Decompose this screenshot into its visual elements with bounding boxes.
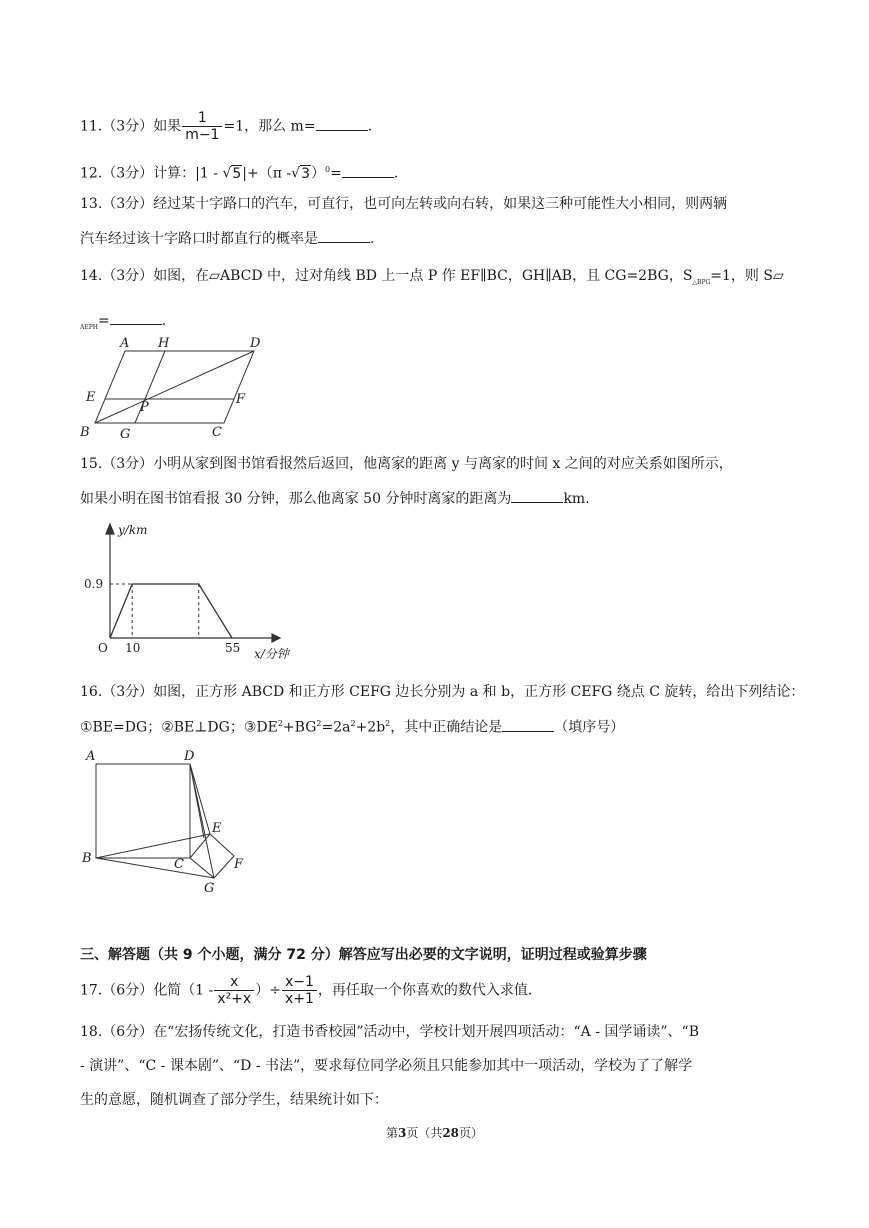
label-F: F <box>234 857 244 872</box>
fraction: $\frac{1}{m-1}$ <box>182 110 222 143</box>
answer-blank[interactable] <box>110 310 162 325</box>
y-axis-label: y/km <box>118 523 148 537</box>
label-D: D <box>250 336 261 351</box>
tick-y-0.9: 0.9 <box>84 577 104 591</box>
question-15-line2: 如果小明在图书馆看报 30 分钟，那么他离家 50 分钟时离家的距离为 km. <box>80 488 590 509</box>
question-13-line1: 13.（3分）经过某十字路口的汽车，可直行，也可向左转或向右转，如果这三种可能性大小相同，则两辆 <box>80 196 728 212</box>
question-15-line1: 15.（3分）小明从家到图书馆看报然后返回，他离家的距离 y 与离家的时间 x 之间的对应关系如图所示， <box>80 456 733 472</box>
tick-origin: O <box>98 641 108 655</box>
fraction: $\frac{x-1}{x+1}$ <box>282 974 317 1007</box>
question-16-line2: ①BE=DG；②BE⊥DG；$③DE^2+BG^2=2a^2+2b^2$，其中正确结论是 （填序号） <box>80 714 624 738</box>
distance-time-chart <box>76 520 306 665</box>
x-axis-label: x/分钟 <box>254 647 289 661</box>
label-C: C <box>174 857 184 872</box>
x-axis-arrow <box>272 634 280 642</box>
label-G: G <box>204 881 215 896</box>
parallelogram-figure <box>78 334 278 444</box>
label-G: G <box>120 427 131 442</box>
question-14-line1: 14.（3分）如图，在▱ABCD 中，过对角线 BD 上一点 P 作 EF∥BC，GH∥AB，且 CG=2BG，$S_{\triangle BPG}=1$，则 S▱ <box>80 268 784 286</box>
label-A: A <box>120 336 130 351</box>
question-14-line2: $_{AEPH}$= . <box>80 310 166 338</box>
label-D: D <box>184 749 195 764</box>
label-F: F <box>236 392 246 407</box>
answer-blank[interactable] <box>318 228 370 243</box>
label-B: B <box>82 851 92 866</box>
sqrt-5: √5 <box>222 165 242 182</box>
label-E: E <box>86 390 96 405</box>
answer-blank[interactable] <box>502 717 554 732</box>
question-18-line3: 生的意愿，随机调查了部分学生，结果统计如下： <box>80 1092 388 1108</box>
label-A: A <box>86 749 96 764</box>
answer-blank[interactable] <box>316 116 368 131</box>
y-axis-arrow <box>106 524 114 534</box>
squares-figure <box>78 748 258 898</box>
page-footer: 第3页（共28页） <box>385 1126 484 1140</box>
label-B: B <box>80 425 90 440</box>
answer-blank[interactable] <box>342 163 394 178</box>
sqrt-3: √3 <box>291 165 310 182</box>
question-17: 17.（6分）化简（1 - $\frac{x}{\text{x²+x}}$ ）÷ $\frac{x-1}{x+1}$ ，再任取一个你喜欢的数代入求值. <box>80 974 533 1007</box>
question-16-line1: 16.（3分）如图，正方形 ABCD 和正方形 CEFG 边长分别为 a 和 b，正方形 CEFG 绕点 C 旋转，给出下列结论： <box>80 684 805 700</box>
question-18-line1: 18.（6分）在“宏扬传统文化，打造书香校园”活动中，学校计划开展四项活动：“A - 国学诵读”、“B <box>80 1024 700 1040</box>
question-12: 12.（3分）计算：|1 - √5|+（π -√3）$^0$= . <box>80 160 398 184</box>
series-line <box>110 584 232 638</box>
tick-x-10: 10 <box>125 641 141 655</box>
question-18-line2: - 演讲”、“C - 课本剧”、“D - 书法”，要求每位同学必须且只能参加其中一项活动，学校为了了解学 <box>80 1058 693 1074</box>
label-C: C <box>212 425 222 440</box>
question-11: 11.（3分）如果 $\frac{1}{m-1}$ =1，那么 m= . <box>80 110 373 143</box>
label-P: P <box>140 400 149 415</box>
tick-x-55: 55 <box>225 641 241 655</box>
fraction: $\frac{x}{\text{x²+x}}$ <box>214 974 254 1007</box>
section-heading: 三、解答题（共 9 个小题，满分 72 分）解答应写出必要的文字说明，证明过程或验算步骤 <box>80 947 647 963</box>
label-H: H <box>158 336 170 351</box>
label-E: E <box>212 821 222 836</box>
answer-blank[interactable] <box>511 488 563 503</box>
question-13-line2: 汽车经过该十字路口时都直行的概率是 . <box>80 228 374 249</box>
